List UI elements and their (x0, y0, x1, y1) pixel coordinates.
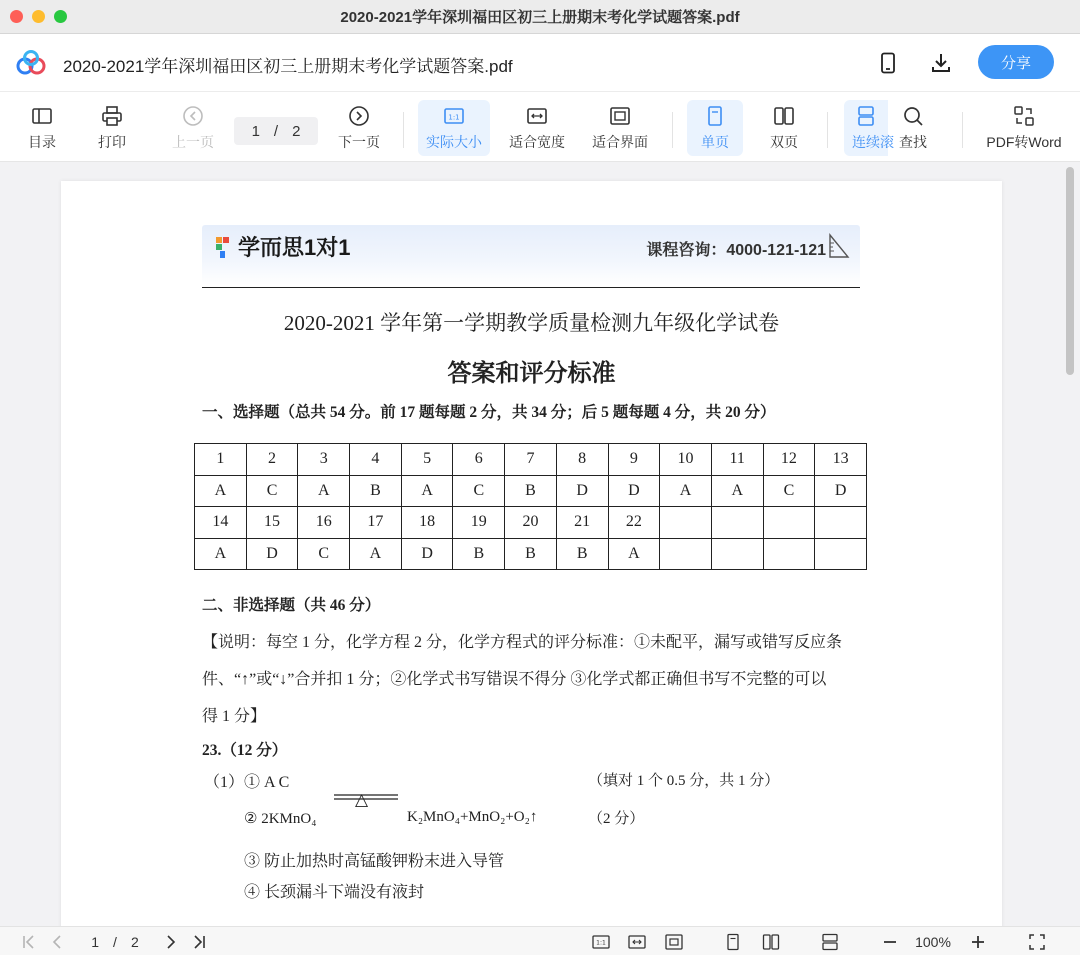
toc-button[interactable] (20, 100, 64, 156)
prev-page-label: 上一页 (172, 133, 214, 150)
document-name: 2020-2021学年深圳福田区初三上册期末考化学试题答案.pdf (63, 57, 513, 76)
toolbar-divider (827, 112, 828, 148)
table-cell: 12 (763, 444, 815, 476)
download-button[interactable] (926, 48, 956, 78)
table-cell: C (246, 475, 298, 507)
continuous-scroll-label: 连续滚 (852, 133, 894, 150)
table-cell: 9 (608, 444, 660, 476)
answer-title: 答案和评分标准 (447, 359, 616, 387)
status-double-page-button[interactable] (760, 931, 782, 953)
zoom-in-button[interactable] (967, 931, 989, 953)
q23-part1-note: （填对 1 个 0.5 分，共 1 分） (588, 773, 780, 789)
first-page-icon (20, 933, 38, 951)
search-icon (902, 105, 924, 127)
table-cell: 2 (246, 444, 298, 476)
status-fit-width-button[interactable] (626, 931, 648, 953)
chevron-right-circle-icon (348, 105, 370, 127)
single-page-button[interactable] (687, 100, 743, 156)
table-cell: 16 (298, 507, 350, 539)
q23-equation-note: （2 分） (588, 811, 645, 827)
convert-icon (1013, 105, 1035, 127)
zoom-out-button[interactable] (879, 931, 901, 953)
page-number-box[interactable] (234, 117, 318, 145)
table-cell: 7 (505, 444, 557, 476)
table-cell: 3 (298, 444, 350, 476)
fit-page-button[interactable] (586, 100, 654, 156)
find-label: 查找 (899, 133, 927, 150)
table-cell: B (453, 538, 505, 570)
toolbar-divider (672, 112, 673, 148)
continuous-scroll-icon (821, 933, 839, 951)
section-2-heading: 二、非选择题（共 46 分） (202, 597, 381, 614)
next-page-small-button[interactable] (160, 931, 182, 953)
answer-table (194, 443, 867, 570)
table-cell (711, 507, 763, 539)
fullscreen-button[interactable] (1026, 931, 1048, 953)
table-cell: 14 (195, 507, 247, 539)
status-page-separator: / (113, 934, 117, 950)
vertical-scrollbar[interactable] (1066, 167, 1074, 375)
next-page-label: 下一页 (338, 133, 380, 150)
table-cell: B (350, 475, 402, 507)
last-page-button[interactable] (188, 931, 210, 953)
total-pages: 2 (292, 122, 301, 140)
download-icon (930, 52, 952, 74)
fit-width-button[interactable] (503, 100, 571, 156)
q23-part4: ④ 长颈漏斗下端没有液封 (244, 884, 425, 901)
zoom-level[interactable]: 100% (915, 934, 951, 950)
print-label: 打印 (98, 133, 126, 150)
document-viewer[interactable] (0, 163, 1080, 926)
toc-icon (31, 105, 53, 127)
share-button[interactable]: 分享 (978, 45, 1054, 79)
continuous-scroll-icon (855, 105, 877, 127)
actual-size-button[interactable] (418, 100, 490, 156)
table-cell: C (298, 538, 350, 570)
page-separator: / (273, 122, 279, 140)
minus-icon (881, 933, 899, 951)
actual-size-label: 实际大小 (426, 133, 482, 150)
table-cell: A (401, 475, 453, 507)
fit-width-icon (628, 933, 646, 951)
table-cell: 10 (660, 444, 712, 476)
table-cell: D (246, 538, 298, 570)
actual-size-icon (443, 105, 465, 127)
print-button[interactable] (90, 100, 134, 156)
table-cell: C (763, 475, 815, 507)
table-cell (711, 538, 763, 570)
q23-equation-products: K₂MnO₄+MnO₂+O₂↑ (407, 809, 538, 825)
fit-width-label: 适合宽度 (509, 133, 565, 150)
brand-mark-icon (214, 235, 232, 259)
first-page-button[interactable] (18, 931, 40, 953)
baidu-cloud-logo-icon (16, 50, 46, 76)
table-cell (815, 507, 867, 539)
printer-icon (101, 105, 123, 127)
chevron-right-icon (162, 933, 180, 951)
fit-page-label: 适合界面 (592, 133, 648, 150)
toolbar-divider (403, 112, 404, 148)
table-cell (763, 538, 815, 570)
single-page-icon (704, 105, 726, 127)
exam-title: 2020-2021 学年第一学期教学质量检测九年级化学试卷 (283, 311, 780, 335)
table-cell: 20 (505, 507, 557, 539)
table-cell: 8 (556, 444, 608, 476)
prev-page-button[interactable] (168, 100, 218, 156)
status-actual-size-button[interactable] (590, 931, 612, 953)
status-bar (0, 926, 1080, 955)
scoring-note-line-3: 得 1 分】 (202, 708, 267, 725)
mobile-view-button[interactable] (873, 48, 903, 78)
table-cell: D (608, 475, 660, 507)
table-cell (660, 507, 712, 539)
last-page-icon (190, 933, 208, 951)
actual-size-icon (592, 933, 610, 951)
status-continuous-button[interactable] (819, 931, 841, 953)
question-23-heading: 23.（12 分） (202, 742, 288, 759)
table-cell: 5 (401, 444, 453, 476)
chevron-left-circle-icon (182, 105, 204, 127)
equation-double-line (334, 793, 398, 801)
table-cell: C (453, 475, 505, 507)
plus-icon (969, 933, 987, 951)
status-total-pages: 2 (130, 934, 139, 950)
find-button[interactable] (890, 100, 936, 156)
table-cell: 21 (556, 507, 608, 539)
table-cell: A (660, 475, 712, 507)
double-page-button[interactable] (757, 100, 811, 156)
double-page-icon (762, 933, 780, 951)
table-cell (660, 538, 712, 570)
table-cell: 4 (350, 444, 402, 476)
table-cell: A (195, 475, 247, 507)
table-cell: B (505, 538, 557, 570)
current-page: 1 (251, 122, 260, 140)
table-cell: 15 (246, 507, 298, 539)
table-cell: A (608, 538, 660, 570)
next-page-button[interactable] (334, 100, 384, 156)
toc-label: 目录 (28, 133, 56, 150)
consult-phone: 课程咨询：4000-121-121 (646, 242, 826, 259)
phone-icon (879, 52, 897, 74)
table-cell: D (556, 475, 608, 507)
single-page-icon (724, 933, 742, 951)
app-header (0, 34, 1080, 92)
window-titlebar (0, 0, 1080, 34)
fit-page-icon (609, 105, 631, 127)
close-window-button[interactable] (10, 10, 23, 23)
table-cell: B (505, 475, 557, 507)
table-cell: A (350, 538, 402, 570)
q23-part1: （1）① A C (204, 774, 290, 791)
status-page-indicator[interactable] (80, 931, 150, 953)
minimize-window-button[interactable] (32, 10, 45, 23)
viewer-toolbar (0, 92, 1080, 162)
table-cell: 18 (401, 507, 453, 539)
chevron-left-icon (48, 933, 66, 951)
status-single-page-button[interactable] (722, 931, 744, 953)
double-page-icon (773, 105, 795, 127)
table-cell: B (556, 538, 608, 570)
q23-equation-condition: △ (355, 790, 369, 809)
table-row (195, 507, 867, 539)
table-cell: 13 (815, 444, 867, 476)
table-cell (763, 507, 815, 539)
status-current-page: 1 (91, 934, 100, 950)
zoom-window-button[interactable] (54, 10, 67, 23)
section-1-heading: 一、选择题（总共 54 分。前 17 题每题 2 分，共 34 分；后 5 题每题 4 分，共 20 分） (202, 404, 776, 421)
table-cell: 1 (195, 444, 247, 476)
brand-name: 学而思1对1 (238, 235, 351, 260)
table-cell: A (195, 538, 247, 570)
toolbar-divider (962, 112, 963, 148)
table-cell: D (401, 538, 453, 570)
table-cell: 11 (711, 444, 763, 476)
table-row (195, 538, 867, 570)
prev-page-small-button[interactable] (46, 931, 68, 953)
q23-equation-reactant: ② 2KMnO₄ (244, 811, 317, 827)
table-cell: 22 (608, 507, 660, 539)
fullscreen-icon (1028, 933, 1046, 951)
window-title: 2020-2021学年深圳福田区初三上册期末考化学试题答案.pdf (340, 9, 740, 26)
table-row (195, 444, 867, 476)
scoring-note-line-1: 【说明：每空 1 分，化学方程 2 分，化学方程式的评分标准：①未配平，漏写或错写反应条 (202, 634, 843, 651)
q23-part3: ③ 防止加热时高锰酸钾粉末进入导管 (244, 853, 505, 870)
table-cell (815, 538, 867, 570)
table-cell: 19 (453, 507, 505, 539)
pdf-to-word-button[interactable] (984, 100, 1064, 156)
status-fit-page-button[interactable] (663, 931, 685, 953)
scoring-note-line-2: 件、“↑”或“↓”合并扣 1 分；②化学式书写错误不得分 ③化学式都正确但书写不完整的可以 (202, 671, 827, 688)
table-cell: 6 (453, 444, 505, 476)
window-controls (10, 10, 67, 23)
page-banner (202, 225, 860, 285)
pdf-to-word-label: PDF转Word (986, 133, 1062, 150)
pdf-page (61, 181, 1002, 941)
svg-text:1:1: 1:1 (448, 113, 460, 121)
double-page-label: 双页 (770, 133, 798, 150)
table-cell: A (711, 475, 763, 507)
single-page-label: 单页 (701, 133, 729, 150)
svg-text:1:1: 1:1 (596, 939, 606, 947)
table-row (195, 475, 867, 507)
table-cell: D (815, 475, 867, 507)
header-rule (202, 287, 860, 288)
brand-logo (214, 231, 350, 262)
continuous-scroll-button[interactable] (844, 100, 894, 156)
fit-width-icon (526, 105, 548, 127)
fit-page-icon (665, 933, 683, 951)
table-cell: 17 (350, 507, 402, 539)
ruler-triangle-icon (828, 233, 850, 259)
table-cell: A (298, 475, 350, 507)
